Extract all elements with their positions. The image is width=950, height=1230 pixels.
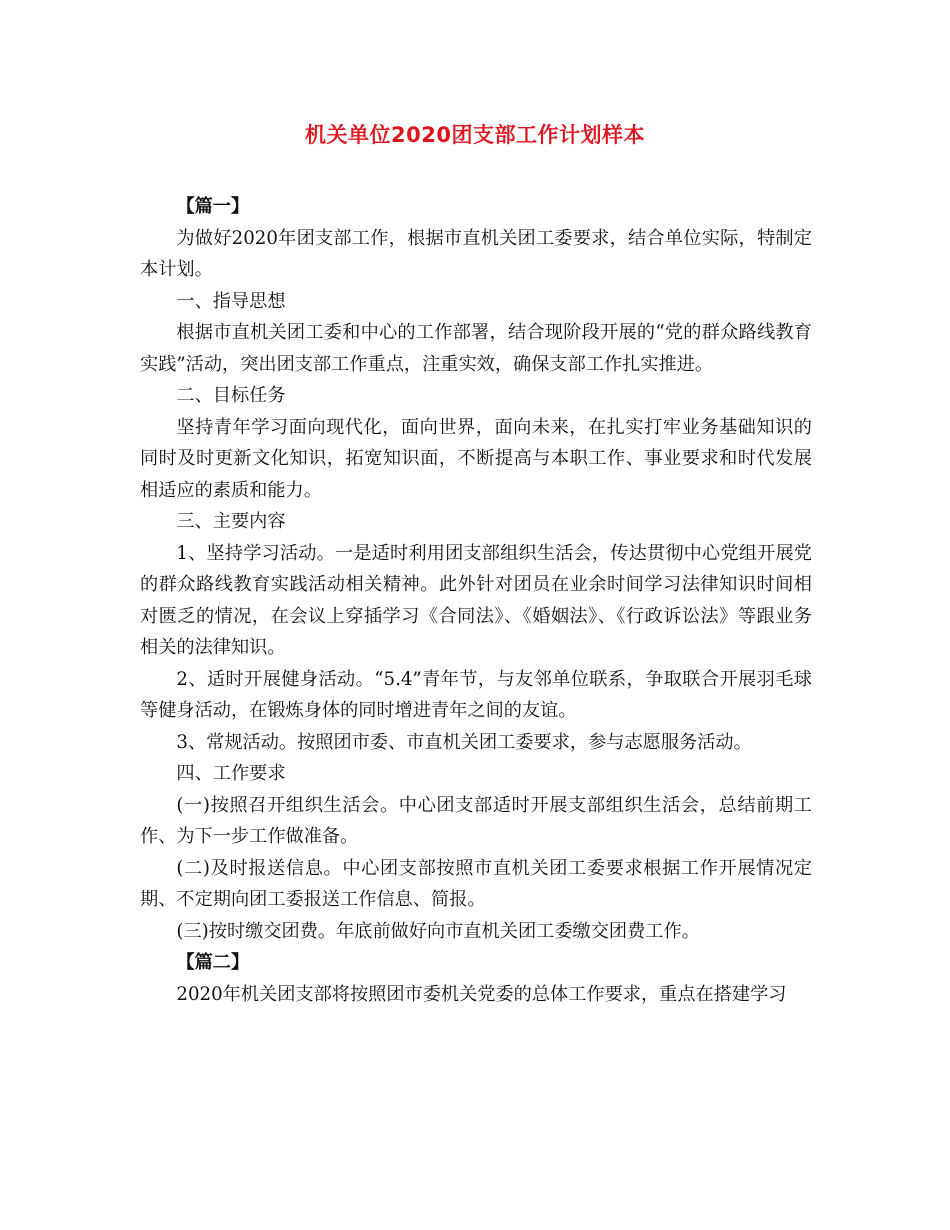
document-title: 机关单位2020团支部工作计划样本 bbox=[305, 123, 645, 147]
heading-goals: 二、目标任务 bbox=[176, 385, 286, 406]
paragraph-goals: 坚持青年学习面向现代化，面向世界，面向未来，在扎实打牢业务基础知识的同时及时更新文化知识，拓宽知识面，不断提高与本职工作、事业要求和时代发展相适应的素质和能力。 bbox=[140, 416, 812, 501]
paragraph-content-1: 1、坚持学习活动。一是适时利用团支部组织生活会，传达贯彻中心党组开展党的群众路线教育实践活动相关精神。此外针对团员在业余时间学习法律知识时间相对匮乏的情况，在会议上穿插学习《合同法》、《婚姻法》、《行政诉讼法》等跟业务相关的法律知识。 bbox=[140, 542, 812, 658]
paragraph-part-two-intro: 2020年机关团支部将按照团市委机关党委的总体工作要求，重点在搭建学习 bbox=[176, 983, 787, 1005]
heading-guiding-thought: 一、指导思想 bbox=[176, 290, 286, 312]
section-heading-part-two: 【篇二】 bbox=[176, 952, 250, 973]
paragraph-requirement-2: (二)及时报送信息。中心团支部按照市直机关团工委要求根据工作开展情况定期、不定期向团工委报送工作信息、简报。 bbox=[140, 857, 812, 910]
paragraph-requirement-3: (三)按时缴交团费。年底前做好向市直机关团工委缴交团费工作。 bbox=[176, 920, 700, 942]
paragraph-content-3: 3、常规活动。按照团市委、市直机关团工委要求，参与志愿服务活动。 bbox=[176, 731, 752, 753]
paragraph-guiding-thought: 根据市直机关团工委和中心的工作部署，结合现阶段开展的“党的群众路线教育实践”活动，突出团支部工作重点，注重实效，确保支部工作扎实推进。 bbox=[140, 322, 812, 375]
heading-requirements: 四、工作要求 bbox=[176, 763, 286, 784]
section-heading-part-one: 【篇一】 bbox=[176, 196, 250, 217]
paragraph-requirement-1: (一)按照召开组织生活会。中心团支部适时开展支部组织生活会，总结前期工作、为下一步工作做准备。 bbox=[140, 794, 812, 847]
paragraph-content-2: 2、适时开展健身活动。“5.4”青年节，与友邻单位联系，争取联合开展羽毛球等健身活动，在锻炼身体的同时增进青年之间的友谊。 bbox=[140, 668, 812, 721]
document-body bbox=[140, 191, 812, 1010]
heading-main-content: 三、主要内容 bbox=[176, 511, 286, 532]
paragraph-intro: 为做好2020年团支部工作，根据市直机关团工委要求，结合单位实际，特制定本计划。 bbox=[140, 227, 812, 280]
